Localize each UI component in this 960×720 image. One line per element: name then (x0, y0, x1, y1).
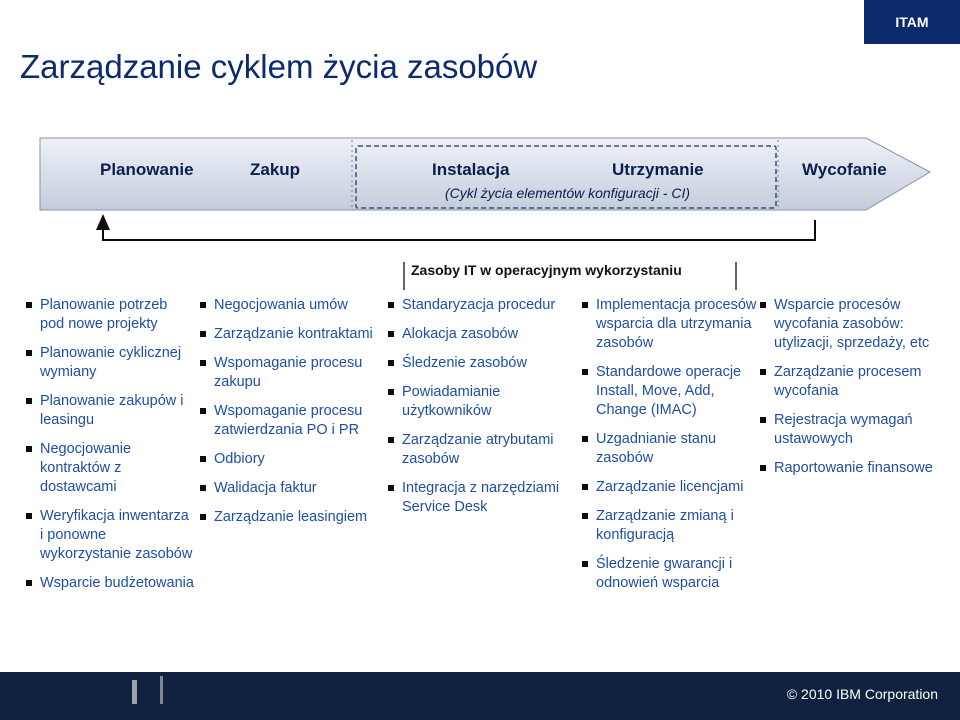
list-item: Uzgadnianie stanu zasobów (582, 430, 760, 468)
operational-section-label: Zasoby IT w operacyjnym wykorzystaniu (411, 262, 682, 278)
list-item: Wspomaganie procesu zakupu (200, 354, 382, 392)
column-wycofanie (760, 296, 952, 488)
bullet-icon (760, 369, 766, 375)
list-item: Powiadamianie użytkowników (388, 383, 560, 421)
stage-instalacja: Instalacja (432, 160, 510, 179)
bullet-icon (582, 436, 588, 442)
stage-zakup: Zakup (250, 160, 301, 179)
bullet-icon (760, 302, 766, 308)
bullet-icon (582, 484, 588, 490)
list-item: Rejestracja wymagań ustawowych (760, 411, 952, 449)
cycle-note: (Cykl życia elementów konfiguracji - CI) (444, 185, 691, 201)
list-item: Integracja z narzędziami Service Desk (388, 479, 560, 517)
list-item: Alokacja zasobów (388, 325, 560, 344)
bullet-icon (582, 302, 588, 308)
bullet-icon (26, 302, 32, 308)
page-title: Zarządzanie cyklem życia zasobów (20, 48, 538, 85)
list-item: Standaryzacja procedur (388, 296, 560, 315)
list-item: Wsparcie budżetowania (26, 574, 194, 593)
column-utrzymanie (582, 296, 760, 603)
bullet-icon (760, 465, 766, 471)
list-item: Planowanie potrzeb pod nowe projekty (26, 296, 194, 334)
list-item: Śledzenie gwarancji i odnowień wsparcia (582, 555, 760, 593)
bullet-icon (200, 456, 206, 462)
list-item: Wsparcie procesów wycofania zasobów: utylizacji, sprzedaży, etc (760, 296, 952, 353)
list-item: Zarządzanie zmianą i konfiguracją (582, 507, 760, 545)
bullet-icon (200, 360, 206, 366)
list-item: Zarządzanie kontraktami (200, 325, 382, 344)
footer-bar-icon (160, 676, 163, 704)
bullet-icon (388, 360, 394, 366)
list-item: Zarządzanie atrybutami zasobów (388, 431, 560, 469)
list-item: Zarządzanie licencjami (582, 478, 760, 497)
stage-wycofanie: Wycofanie (802, 160, 887, 179)
column-instalacja (388, 296, 560, 527)
list-item: Planowanie cyklicznej wymiany (26, 344, 194, 382)
list-item: Planowanie zakupów i leasingu (26, 392, 194, 430)
bullet-icon (200, 485, 206, 491)
stage-utrzymanie: Utrzymanie (612, 160, 704, 179)
return-loop-line (103, 220, 815, 240)
bullet-icon (388, 389, 394, 395)
bullet-icon (388, 437, 394, 443)
list-item: Zarządzanie procesem wycofania (760, 363, 952, 401)
list-item: Wspomaganie procesu zatwierdzania PO i PR (200, 402, 382, 440)
bullet-icon (582, 369, 588, 375)
bullet-icon (388, 331, 394, 337)
list-item: Standardowe operacje Install, Move, Add, Change (IMAC) (582, 363, 760, 420)
list-item: Raportowanie finansowe (760, 459, 952, 478)
footer-bar (0, 672, 960, 720)
bullet-icon (200, 514, 206, 520)
bullet-icon (26, 398, 32, 404)
bullet-icon (582, 561, 588, 567)
itam-badge: ITAM (864, 0, 960, 44)
list-item: Weryfikacja inwentarza i ponowne wykorzystanie zasobów (26, 507, 194, 564)
bullet-icon (200, 408, 206, 414)
list-item: Zarządzanie leasingiem (200, 508, 382, 527)
copyright: © 2010 IBM Corporation (786, 686, 938, 702)
stage-planowanie: Planowanie (100, 160, 194, 179)
footer-bar-icon (132, 680, 137, 704)
bullet-icon (26, 513, 32, 519)
list-item: Negocjowanie kontraktów z dostawcami (26, 440, 194, 497)
bullet-icon (200, 331, 206, 337)
bullet-icon (582, 513, 588, 519)
bullet-icon (760, 417, 766, 423)
bullet-icon (388, 302, 394, 308)
list-item: Śledzenie zasobów (388, 354, 560, 373)
list-item: Negocjowania umów (200, 296, 382, 315)
bullet-icon (26, 446, 32, 452)
list-item: Odbiory (200, 450, 382, 469)
column-zakup (200, 296, 382, 537)
column-planowanie (26, 296, 194, 603)
list-item: Walidacja faktur (200, 479, 382, 498)
bullet-icon (200, 302, 206, 308)
list-item: Implementacja procesów wsparcia dla utrzymania zasobów (582, 296, 760, 353)
bullet-icon (26, 580, 32, 586)
return-arrowhead-icon (96, 214, 110, 230)
bullet-icon (26, 350, 32, 356)
bullet-icon (388, 485, 394, 491)
